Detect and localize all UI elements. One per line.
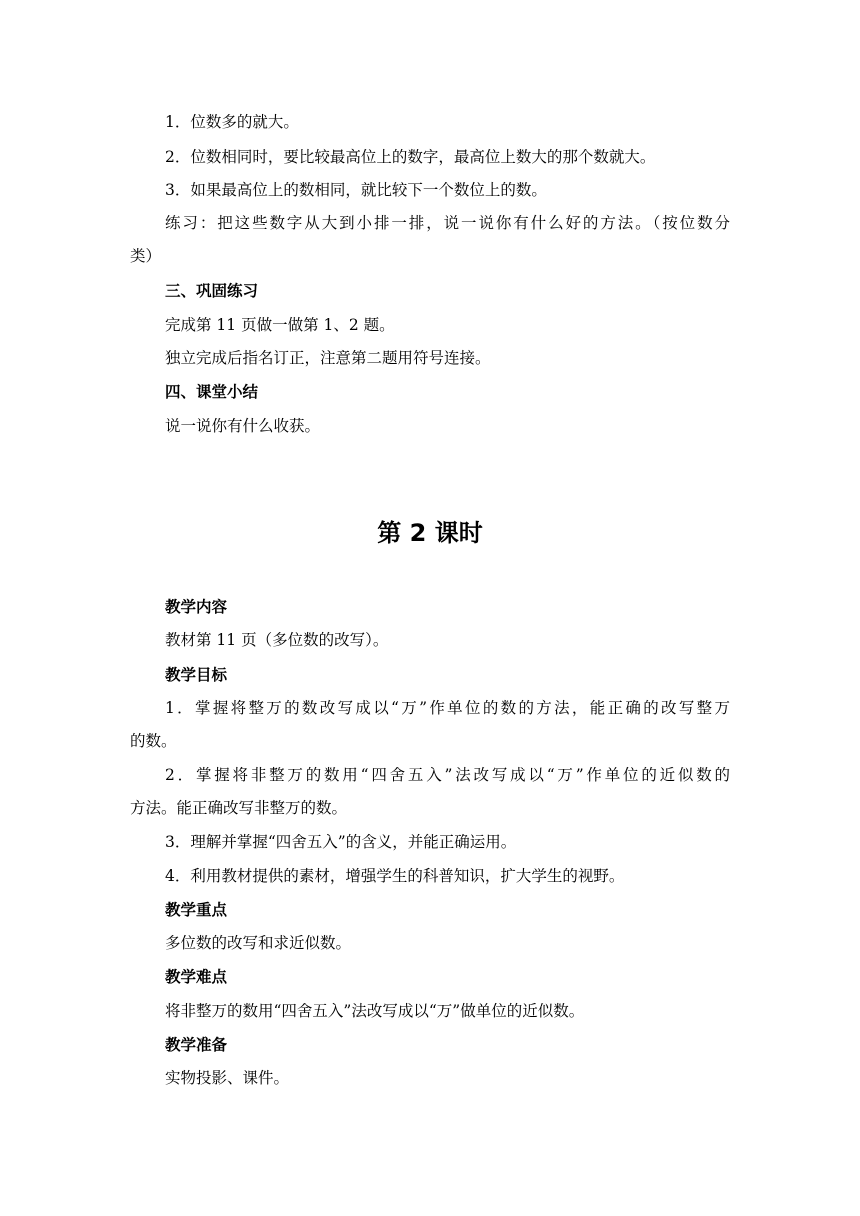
consolidation-line-1: 完成第 11 页做一做第 1、2 题。 — [165, 316, 395, 334]
practice-line-1: 练习：把这些数字从大到小排一排，说一说你有什么好的方法。（按位数分 — [165, 214, 730, 232]
heading-teaching-content: 教学内容 — [165, 598, 228, 616]
goal-3: 3．理解并掌握“四舍五入”的含义，并能正确运用。 — [165, 833, 517, 851]
practice-line-2: 类） — [130, 247, 162, 265]
goal-4: 4．利用教材提供的素材，增强学生的科普知识，扩大学生的视野。 — [165, 867, 625, 885]
preparation-text: 实物投影、课件。 — [165, 1069, 290, 1087]
difficult-point-text: 将非整万的数用“四舍五入”法改写成以“万”做单位的近似数。 — [165, 1002, 585, 1020]
lesson-title: 第 2 课时 — [377, 519, 483, 547]
section-heading-consolidation: 三、巩固练习 — [165, 282, 259, 300]
rule-item-1: 1．位数多的就大。 — [165, 113, 299, 131]
key-point-text: 多位数的改写和求近似数。 — [165, 934, 352, 952]
heading-teaching-goals: 教学目标 — [165, 666, 228, 684]
section-heading-summary: 四、课堂小结 — [165, 383, 259, 401]
rule-item-2: 2．位数相同时，要比较最高位上的数字，最高位上数大的那个数就大。 — [165, 148, 656, 166]
rule-item-3: 3．如果最高位上的数相同，就比较下一个数位上的数。 — [165, 181, 547, 199]
teaching-content-text: 教材第 11 页（多位数的改写）。 — [165, 631, 389, 649]
goal-2-line-2: 方法。能正确改写非整万的数。 — [130, 799, 348, 817]
heading-difficult-point: 教学难点 — [165, 968, 228, 986]
heading-preparation: 教学准备 — [165, 1036, 228, 1054]
heading-key-point: 教学重点 — [165, 901, 228, 919]
goal-2-line-1: 2．掌握将非整万的数用“四舍五入”法改写成以“万”作单位的近似数的 — [165, 766, 730, 784]
goal-1-line-2: 的数。 — [130, 732, 177, 750]
goal-1-line-1: 1．掌握将整万的数改写成以“万”作单位的数的方法，能正确的改写整万 — [165, 699, 730, 717]
consolidation-line-2: 独立完成后指名订正，注意第二题用符号连接。 — [165, 349, 491, 367]
summary-text: 说一说你有什么收获。 — [165, 417, 321, 435]
